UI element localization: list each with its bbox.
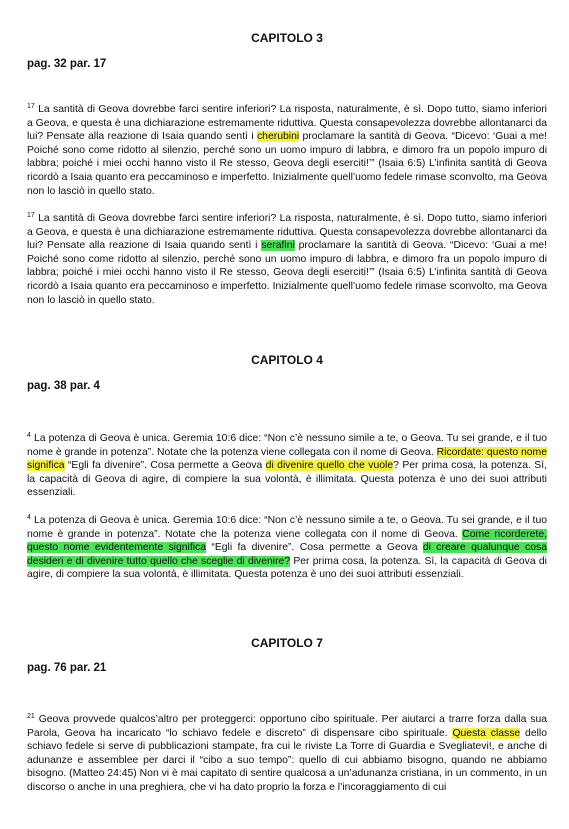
highlighted-text: di divenire quello che vuole	[265, 460, 394, 472]
highlighted-text: di creare qualunque cosa desideri e di divenire tutto quello che sceglie di divenire?	[27, 542, 547, 567]
paragraph	[27, 212, 547, 307]
paragraph-number: 4	[27, 432, 31, 439]
paragraph-number: 17	[27, 103, 35, 110]
highlighted-text: Questa classe	[452, 727, 521, 739]
paragraph-text: La potenza di Geova è unica. Geremia 10:6 dice: “Non c’è nessuno simile a te, o Geova. Tu sei grande, e il tuo nome è grande in potenza”. Notate che la potenza viene collegata con il nome di Geova.	[27, 433, 548, 458]
paragraph-text: La santità di Geova dovrebbe farci sentire inferiori? La risposta, naturalmente, è sì. Dopo tutto, siamo inferiori a Geova, e questa è una dichiarazione estremamente riduttiva. Questa consapevolezza dovrebbe allontanarci da lui? Pensate alla reazione di Isaia quando sentì i	[27, 104, 547, 143]
highlighted-text: serafini	[261, 240, 295, 252]
paragraph-text: “Egli fa divenire”. Cosa permette a Geova	[206, 542, 423, 554]
page-reference: pag. 32 par. 17	[27, 58, 107, 70]
highlighted-text: cherubini	[256, 131, 300, 143]
chapter-heading: CAPITOLO 3	[251, 31, 323, 45]
paragraph-text: La santità di Geova dovrebbe farci sentire inferiori? La risposta, naturalmente, è sì. Dopo tutto, siamo inferiori a Geova, e questa è una dichiarazione estremamente riduttiva. Questa consapevolezza dovrebbe allontanarci da lui? Pensate alla reazione di Isaia quando sentì i	[27, 213, 547, 252]
paragraph	[27, 514, 547, 582]
paragraph-number: 21	[27, 713, 35, 720]
paragraph-text: Geova provvede qualcos’altro per proteggerci: opportuno cibo spirituale. Per aiutarci a trarre forza dalla sua Parola, Geova ha incaricato “lo schiavo fedele e discreto” di dispensare cibo spirituale.	[27, 714, 548, 739]
paragraph-text: “Egli fa divenire”. Cosa permette a Geova	[64, 460, 266, 472]
paragraph	[27, 103, 547, 198]
paragraph-number: 4	[27, 514, 31, 521]
highlighted-text: Ricordate: questo nome significa	[27, 446, 547, 472]
paragraph-number: 17	[27, 212, 35, 219]
paragraph-text: La potenza di Geova è unica. Geremia 10:6 dice: “Non c’è nessuno simile a te, o Geova. Tu sei grande, e il tuo nome è grande in potenza”. Notate che la potenza viene collegata con il nome di Geova.	[27, 515, 548, 540]
paragraph-text: dello schiavo fedele si serve di pubblicazioni stampate, fra cui le riviste La Torre di Guardia e Svegliatevi!, e anche di adunanze e assemblee per darci il “cibo a suo tempo”: quello di cui abbiamo bisogno, quando ne abbiamo bisogno. (Matteo 24:45) Non vi è mai capitato di sentire qualcosa a un’adunanza cristiana, in un commento, in un discorso o anche in una preghiera, che vi ha dato proprio la forza e l’incoraggiamento di cui	[27, 727, 547, 793]
paragraph-text: ? Per prima cosa, la potenza. Sì, la capacità di Geova di agire, di compiere la sua volontà, è illimitata. Questa potenza è uno dei suoi attributi essenziali.	[27, 460, 548, 499]
paragraph-text: proclamare la santità di Geova. “Dicevo: ‘Guai a me! Poiché sono come ridotto al silenzio, perché sono un uomo impuro di labbra, e dimoro fra un popolo impuro di labbra; poiché i miei occhi hanno visto il Re stesso, Geova degli eserciti!’” (Isaia 6:5) L’infinita santità di Geova ricordò a Isaia quanto era peccaminoso e imperfetto. Inizialmente quell’uomo fedele rimase sconvolto, ma Geova non lo lasciò in quello stato.	[27, 240, 547, 306]
paragraph-text: proclamare la santità di Geova. “Dicevo: ‘Guai a me! Poiché sono come ridotto al silenzio, perché sono un uomo impuro di labbra, e dimoro fra un popolo impuro di labbra; poiché i miei occhi hanno visto il Re stesso, Geova degli eserciti!’” (Isaia 6:5) L’infinita santità di Geova ricordò a Isaia quanto era peccaminoso e imperfetto. Inizialmente quell’uomo fedele rimase sconvolto, ma Geova non lo lasciò in quello stato.	[27, 131, 547, 197]
paragraph	[27, 713, 547, 795]
chapter-heading: CAPITOLO 7	[251, 636, 323, 650]
page-reference: pag. 76 par. 21	[27, 662, 107, 674]
page-reference: pag. 38 par. 4	[27, 380, 100, 392]
paragraph	[27, 432, 547, 500]
highlighted-text: Come ricorderete, questo nome evidentemente significa	[27, 528, 547, 554]
chapter-heading: CAPITOLO 4	[251, 353, 323, 367]
paragraph-text: Per prima cosa, la potenza. Sì, la capacità di Geova di agire, di compiere la sua volontà, è illimitata. Questa potenza è uno dei suoi attributi essenziali.	[27, 555, 547, 581]
